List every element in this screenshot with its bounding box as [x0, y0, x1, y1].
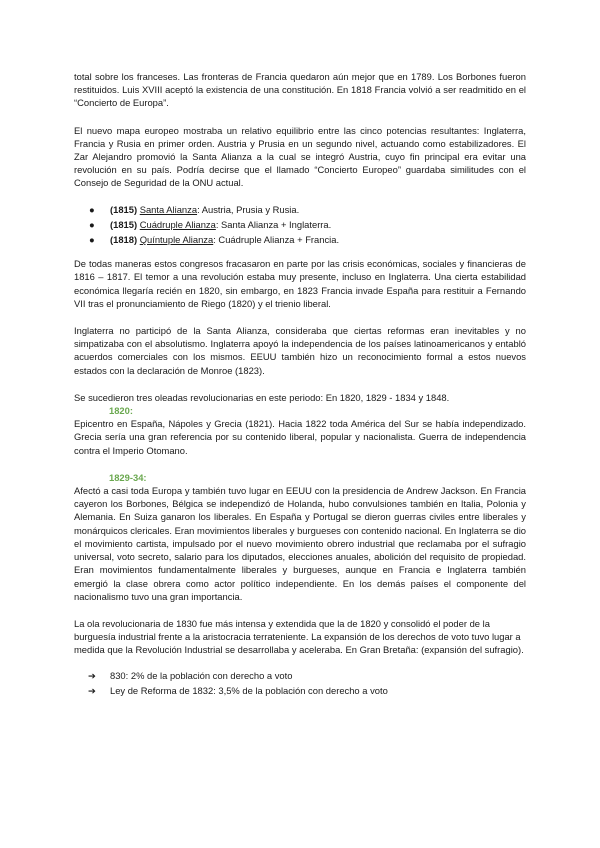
- paragraph-1830-wave: La ola revolucionaria de 1830 fue más intensa y extendida que la de 1820 y consolidó el poder de la burguesía industrial frente a la aristocracia terrateniente. La expansión de los derechos de voto tuvo lugar a medida que la Revolución Industrial se desarrollaba y aceleraba. En Gran Bretaña: (expansión del sufragio).: [74, 617, 524, 656]
- suffrage-list: [74, 669, 526, 697]
- alliance-year: (1815): [110, 218, 138, 230]
- list-item: [74, 669, 526, 682]
- alliance-desc: : Cuádruple Alianza + Francia.: [213, 234, 340, 246]
- paragraph-new-map: El nuevo mapa europeo mostraba un relativo equilibrio entre las cinco potencias resultantes: Inglaterra, Francia y Rusia en primer orden. Austria y Prusia en un segundo nivel, actuando como estabilizadores. El Zar Alejandro promovió la Santa Alianza a la cual se integró Austria, cuyo fin principal era evitar una revolución en su país. Podría decirse que el llamado “Concierto Europeo” guardaba similitudes con el Consejo de Seguridad de la ONU actual.: [74, 124, 526, 189]
- arrow-right-icon: ➔: [88, 669, 96, 681]
- paragraph-1820: Epicentro en España, Nápoles y Grecia (1821). Hacia 1822 toda América del Sur se había independizado. Grecia sería una gran referencia por su contenido liberal, popular y nacionalista. Guerra de independencia contra el Imperio Otomano.: [74, 418, 526, 456]
- alliances-list: [74, 203, 526, 247]
- bullet-icon: ●: [89, 203, 95, 215]
- paragraph-congress-result: total sobre los franceses. Las fronteras de Francia quedaron aún mejor que en 1789. Los Borbones fueron restituidos. Luis XVIII aceptó la existencia de una constitución. En 1818 Francia volvió a ser readmitido en el “Concierto de Europa”.: [74, 71, 526, 109]
- heading-1829-34: 1829-34:: [109, 471, 147, 483]
- list-item: [74, 684, 526, 697]
- paragraph-1829-34: Afectó a casi toda Europa y también tuvo lugar en EEUU con la presidencia de Andrew Jackson. En Francia cayeron los Borbones, Bélgica se independizó de Holanda, hubo convulsiones también en Italia, Polonia y Alemania. En Suiza ganaron los liberales. En España y Portugal se dieron guerras civiles entre liberales y monárquicos clericales. Eran movimientos liberales y burgueses con contenido nacional. En Inglaterra se dio el movimiento cartista, impulsado por el nuevo movimiento obrero industrial que reclamaba por el sufragio universal, voto secreto, salario para los diputados, elecciones anuales, abolición del requisito de propiedad. Eran movimientos fundamentalmente liberales y burgueses, aunque en Francia e Inglaterra también emergió la clase obrera como actor político independiente. En los demás países el componente del nacionalismo tuvo una gran importancia.: [74, 485, 526, 602]
- alliance-name: Santa Alianza: [139, 203, 198, 215]
- list-item: [74, 233, 526, 246]
- list-item: [74, 203, 526, 216]
- alliance-year: (1818): [110, 234, 138, 246]
- arrow-right-icon: ➔: [88, 684, 96, 696]
- list-item: [74, 218, 526, 231]
- alliance-name: Cuádruple Alianza: [139, 218, 216, 230]
- alliance-desc: : Santa Alianza + Inglaterra.: [215, 218, 332, 230]
- paragraph-crisis: De todas maneras estos congresos fracasaron en parte por las crisis económicas, sociales y financieras de 1816 – 1817. El temor a una revolución estaba muy presente, incluso en Inglaterra. Una cierta estabilidad económica llegaría recién en 1820, sin embargo, en 1823 Francia invade España para restituir a Fernando VII tras el pronunciamiento de Riego (1820) y el trienio liberal.: [74, 258, 526, 309]
- paragraph-england: Inglaterra no participó de la Santa Alianza, consideraba que ciertas reformas eran inevitables y no simpatizaba con el absolutismo. Inglaterra apoyó la independencia de los países latinoamericanos y entabló acuerdos comerciales con los mismos. EEUU también hizo un reconocimiento formal a estos nuevos estados con la declaración de Monroe (1823).: [74, 325, 526, 376]
- bullet-icon: ●: [89, 234, 95, 246]
- suffrage-text: 830: 2% de la población con derecho a voto: [110, 669, 293, 681]
- suffrage-text: Ley de Reforma de 1832: 3,5% de la población con derecho a voto: [110, 684, 388, 696]
- heading-1820: 1820:: [109, 405, 133, 417]
- alliance-desc: : Austria, Prusia y Rusia.: [197, 203, 300, 215]
- bullet-icon: ●: [89, 218, 95, 230]
- alliance-name: Quíntuple Alianza: [139, 234, 214, 246]
- alliance-year: (1815): [110, 203, 138, 215]
- paragraph-waves: Se sucedieron tres oleadas revolucionarias en este periodo: En 1820, 1829 - 1834 y 1848.: [74, 391, 450, 403]
